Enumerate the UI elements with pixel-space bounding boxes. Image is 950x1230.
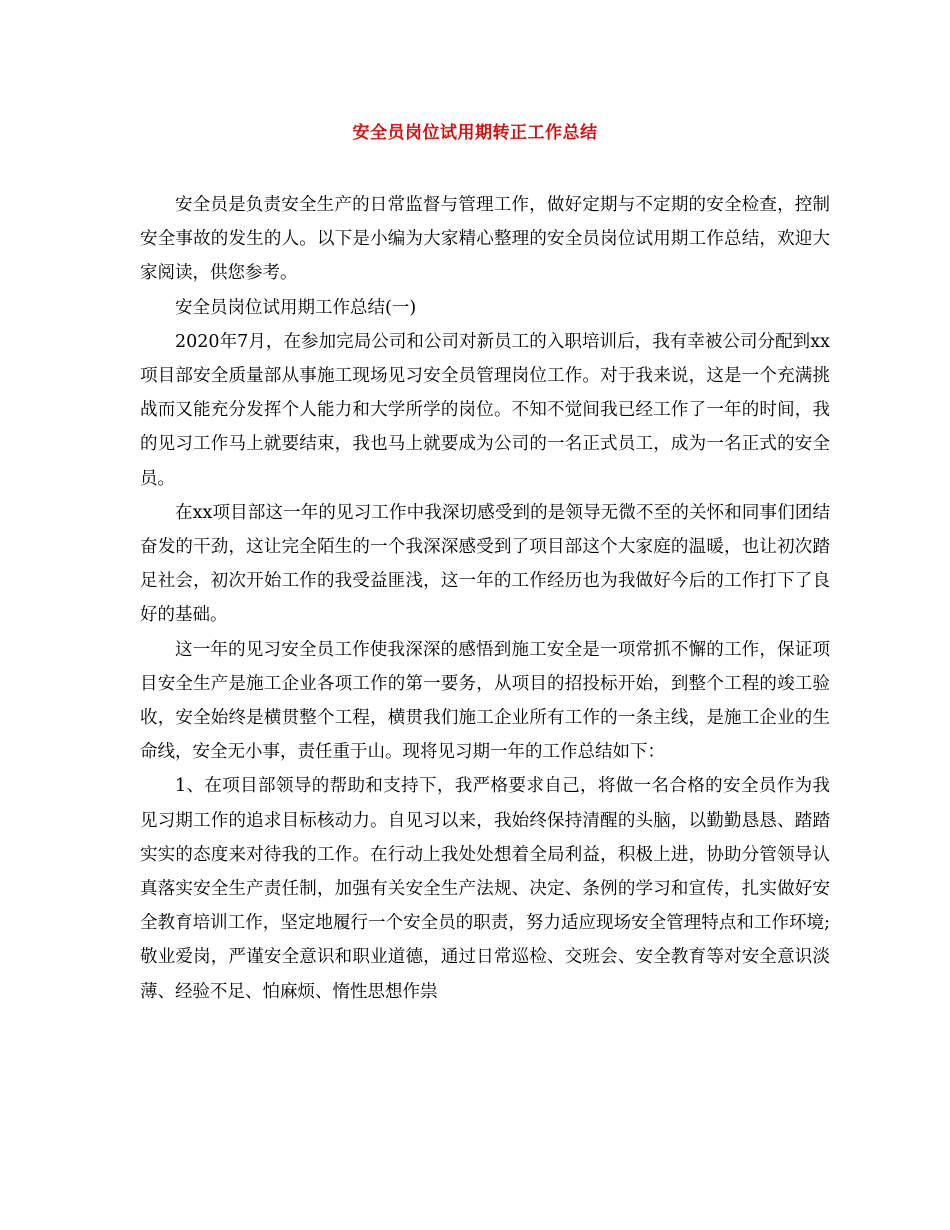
document-body — [140, 188, 830, 1009]
paragraph: 在xx项目部这一年的见习工作中我深切感受到的是领导无微不至的关怀和同事们团结奋发的干劲，这让完全陌生的一个我深深感受到了项目部这个大家庭的温暖，也让初次踏足社会，初次开始工作的我受益匪浅，这一年的工作经历也为我做好今后的工作打下了良好的基础。 — [140, 502, 830, 626]
document-title: 安全员岗位试用期转正工作总结 — [352, 123, 598, 143]
paragraph: 1、在项目部领导的帮助和支持下，我严格要求自己，将做一名合格的安全员作为我见习期工作的追求目标核动力。自见习以来，我始终保持清醒的头脑，以勤勤恳恳、踏踏实实的态度来对待我的工作。在行动上我处处想着全局利益，积极上进，协助分管领导认真落实安全生产责任制，加强有关安全生产法规、决定、条例的学习和宣传，扎实做好安全教育培训工作，坚定地履行一个安全员的职责，努力适应现场安全管理特点和工作环境;敬业爱岗，严谨安全意识和职业道德，通过日常巡检、交班会、安全教育等对安全意识淡薄、经验不足、怕麻烦、惰性思想作祟 — [140, 776, 830, 1002]
paragraph: 2020年7月，在参加完局公司和公司对新员工的入职培训后，我有幸被公司分配到xx项目部安全质量部从事施工现场见习安全员管理岗位工作。对于我来说，这是一个充满挑战而又能充分发挥个人能力和大学所学的岗位。不知不觉间我已经工作了一年的时间，我的见习工作马上就要结束，我也马上就要成为公司的一名正式员工，成为一名正式的安全员。 — [140, 331, 830, 489]
section-heading: 安全员岗位试用期工作总结(一) — [175, 297, 417, 318]
paragraph-intro: 安全员是负责安全生产的日常监督与管理工作，做好定期与不定期的安全检查，控制安全事故的发生的人。以下是小编为大家精心整理的安全员岗位试用期工作总结，欢迎大家阅读，供您参考。 — [140, 195, 830, 284]
paragraph: 这一年的见习安全员工作使我深深的感悟到施工安全是一项常抓不懈的工作，保证项目安全生产是施工企业各项工作的第一要务，从项目的招投标开始，到整个工程的竣工验收，安全始终是横贯整个工程，横贯我们施工企业所有工作的一条主线，是施工企业的生命线，安全无小事，责任重于山。现将见习期一年的工作总结如下： — [140, 639, 830, 763]
